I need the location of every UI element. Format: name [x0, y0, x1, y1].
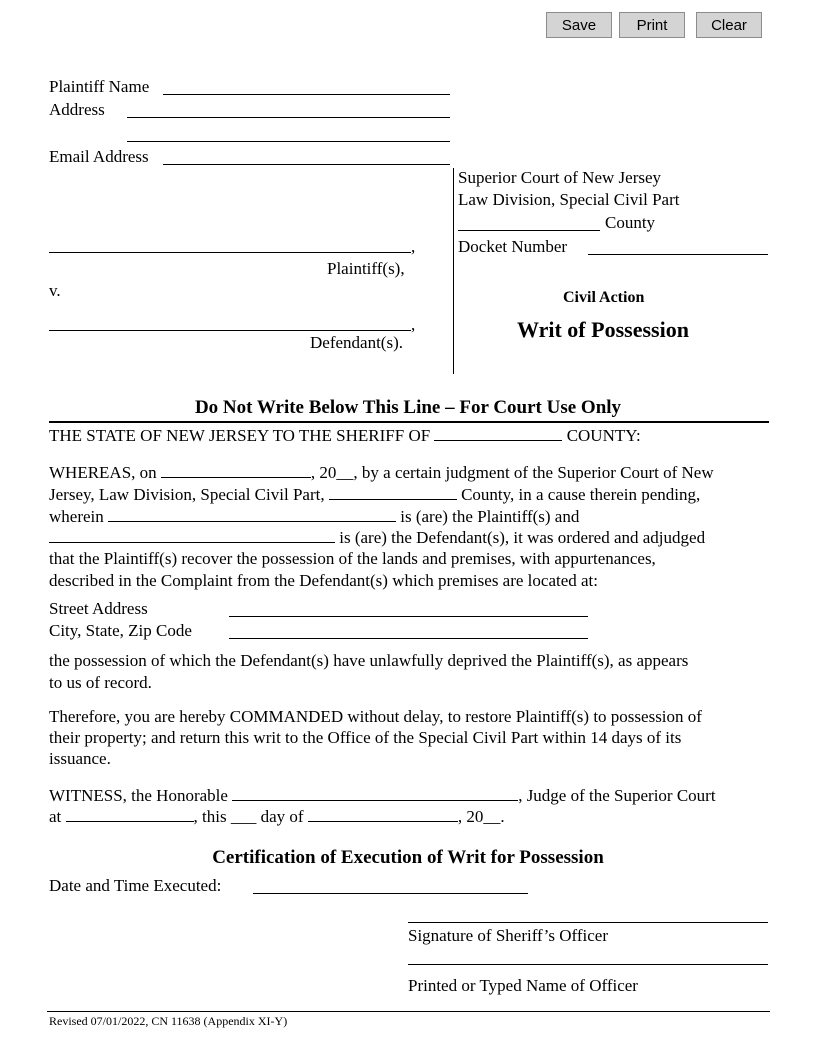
versus-label: v. [49, 281, 61, 300]
county-label: County [605, 213, 656, 232]
street-address-field[interactable] [229, 616, 588, 617]
witness-location-field[interactable] [66, 806, 194, 822]
document-title: Writ of Possession [517, 317, 689, 342]
sheriff-signature-field[interactable] [408, 922, 768, 923]
email-label: Email Address [49, 147, 149, 166]
officer-name-label: Printed or Typed Name of Officer [408, 976, 638, 995]
docket-number-field[interactable] [588, 254, 768, 255]
county-field[interactable] [458, 230, 600, 231]
whereas-line-3: wherein is (are) the Plaintiff(s) and [49, 507, 580, 526]
whereas-line-1: WHEREAS, on , 20__, by a certain judgment of the Superior Court of New [49, 463, 714, 482]
plaintiff-comma: , [411, 237, 416, 256]
email-field[interactable] [163, 164, 450, 165]
civil-action-label: Civil Action [563, 289, 645, 306]
city-state-zip-field[interactable] [229, 638, 588, 639]
witness-line-2: at , this ___ day of , 20__. [49, 807, 505, 826]
judgment-county-field[interactable] [329, 484, 457, 500]
sheriff-signature-label: Signature of Sheriff’s Officer [408, 926, 609, 945]
clear-button[interactable]: Clear [696, 12, 762, 38]
street-address-label: Street Address [49, 599, 148, 618]
judge-name-field[interactable] [232, 785, 518, 801]
caption-divider [453, 168, 454, 374]
court-name: Superior Court of New Jersey [458, 168, 662, 187]
address-field-line2[interactable] [127, 141, 450, 142]
witness-line-1: WITNESS, the Honorable , Judge of the Superior Court [49, 786, 716, 805]
therefore-line-3: issuance. [49, 749, 111, 768]
save-button[interactable]: Save [546, 12, 612, 38]
officer-name-field[interactable] [408, 964, 768, 965]
docket-label: Docket Number [458, 237, 568, 256]
revision-note: Revised 07/01/2022, CN 11638 (Appendix XI-Y) [49, 1014, 288, 1028]
sheriff-county-field[interactable] [434, 425, 562, 441]
city-state-zip-label: City, State, Zip Code [49, 621, 192, 640]
possession-line-1: the possession of which the Defendant(s) have unlawfully deprived the Plaintiff(s), as appears [49, 651, 689, 670]
certification-title: Certification of Execution of Writ for Possession [212, 847, 604, 868]
state-line: THE STATE OF NEW JERSEY TO THE SHERIFF OF COUNTY: [49, 426, 641, 445]
whereas-line-5: that the Plaintiff(s) recover the possession of the lands and premises, with appurtenances, [49, 549, 656, 568]
plaintiff-judgment-field[interactable] [108, 506, 396, 522]
plaintiff-name-label: Plaintiff Name [49, 77, 150, 96]
address-field-line1[interactable] [127, 117, 450, 118]
whereas-line-4: is (are) the Defendant(s), it was ordered and adjudged [49, 527, 705, 548]
defendants-label: Defendant(s). [310, 333, 403, 352]
therefore-line-1: Therefore, you are hereby COMMANDED without delay, to restore Plaintiff(s) to possession of [49, 707, 702, 726]
therefore-line-2: their property; and return this writ to the Office of the Special Civil Part within 14 days of its [49, 728, 682, 747]
court-use-heading: Do Not Write Below This Line – For Court Use Only [194, 397, 622, 418]
court-use-rule [49, 421, 769, 423]
defendant-comma: , [411, 315, 416, 334]
defendant-caption-field[interactable] [49, 330, 411, 331]
date-time-executed-field[interactable] [253, 893, 528, 894]
footer-rule [47, 1011, 770, 1012]
plaintiff-name-field[interactable] [163, 94, 450, 95]
judgment-date-field[interactable] [161, 462, 311, 478]
whereas-line-2: Jersey, Law Division, Special Civil Part, County, in a cause therein pending, [49, 485, 701, 504]
plaintiffs-label: Plaintiff(s), [327, 259, 405, 278]
print-button[interactable]: Print [619, 12, 685, 38]
plaintiff-caption-field[interactable] [49, 252, 411, 253]
defendant-judgment-field[interactable] [49, 527, 335, 543]
possession-line-2: to us of record. [49, 673, 152, 692]
whereas-line-6: described in the Complaint from the Defendant(s) which premises are located at: [49, 571, 599, 590]
date-time-executed-label: Date and Time Executed: [49, 876, 222, 895]
court-division: Law Division, Special Civil Part [458, 190, 680, 209]
address-label: Address [49, 100, 105, 119]
witness-month-field[interactable] [308, 806, 458, 822]
